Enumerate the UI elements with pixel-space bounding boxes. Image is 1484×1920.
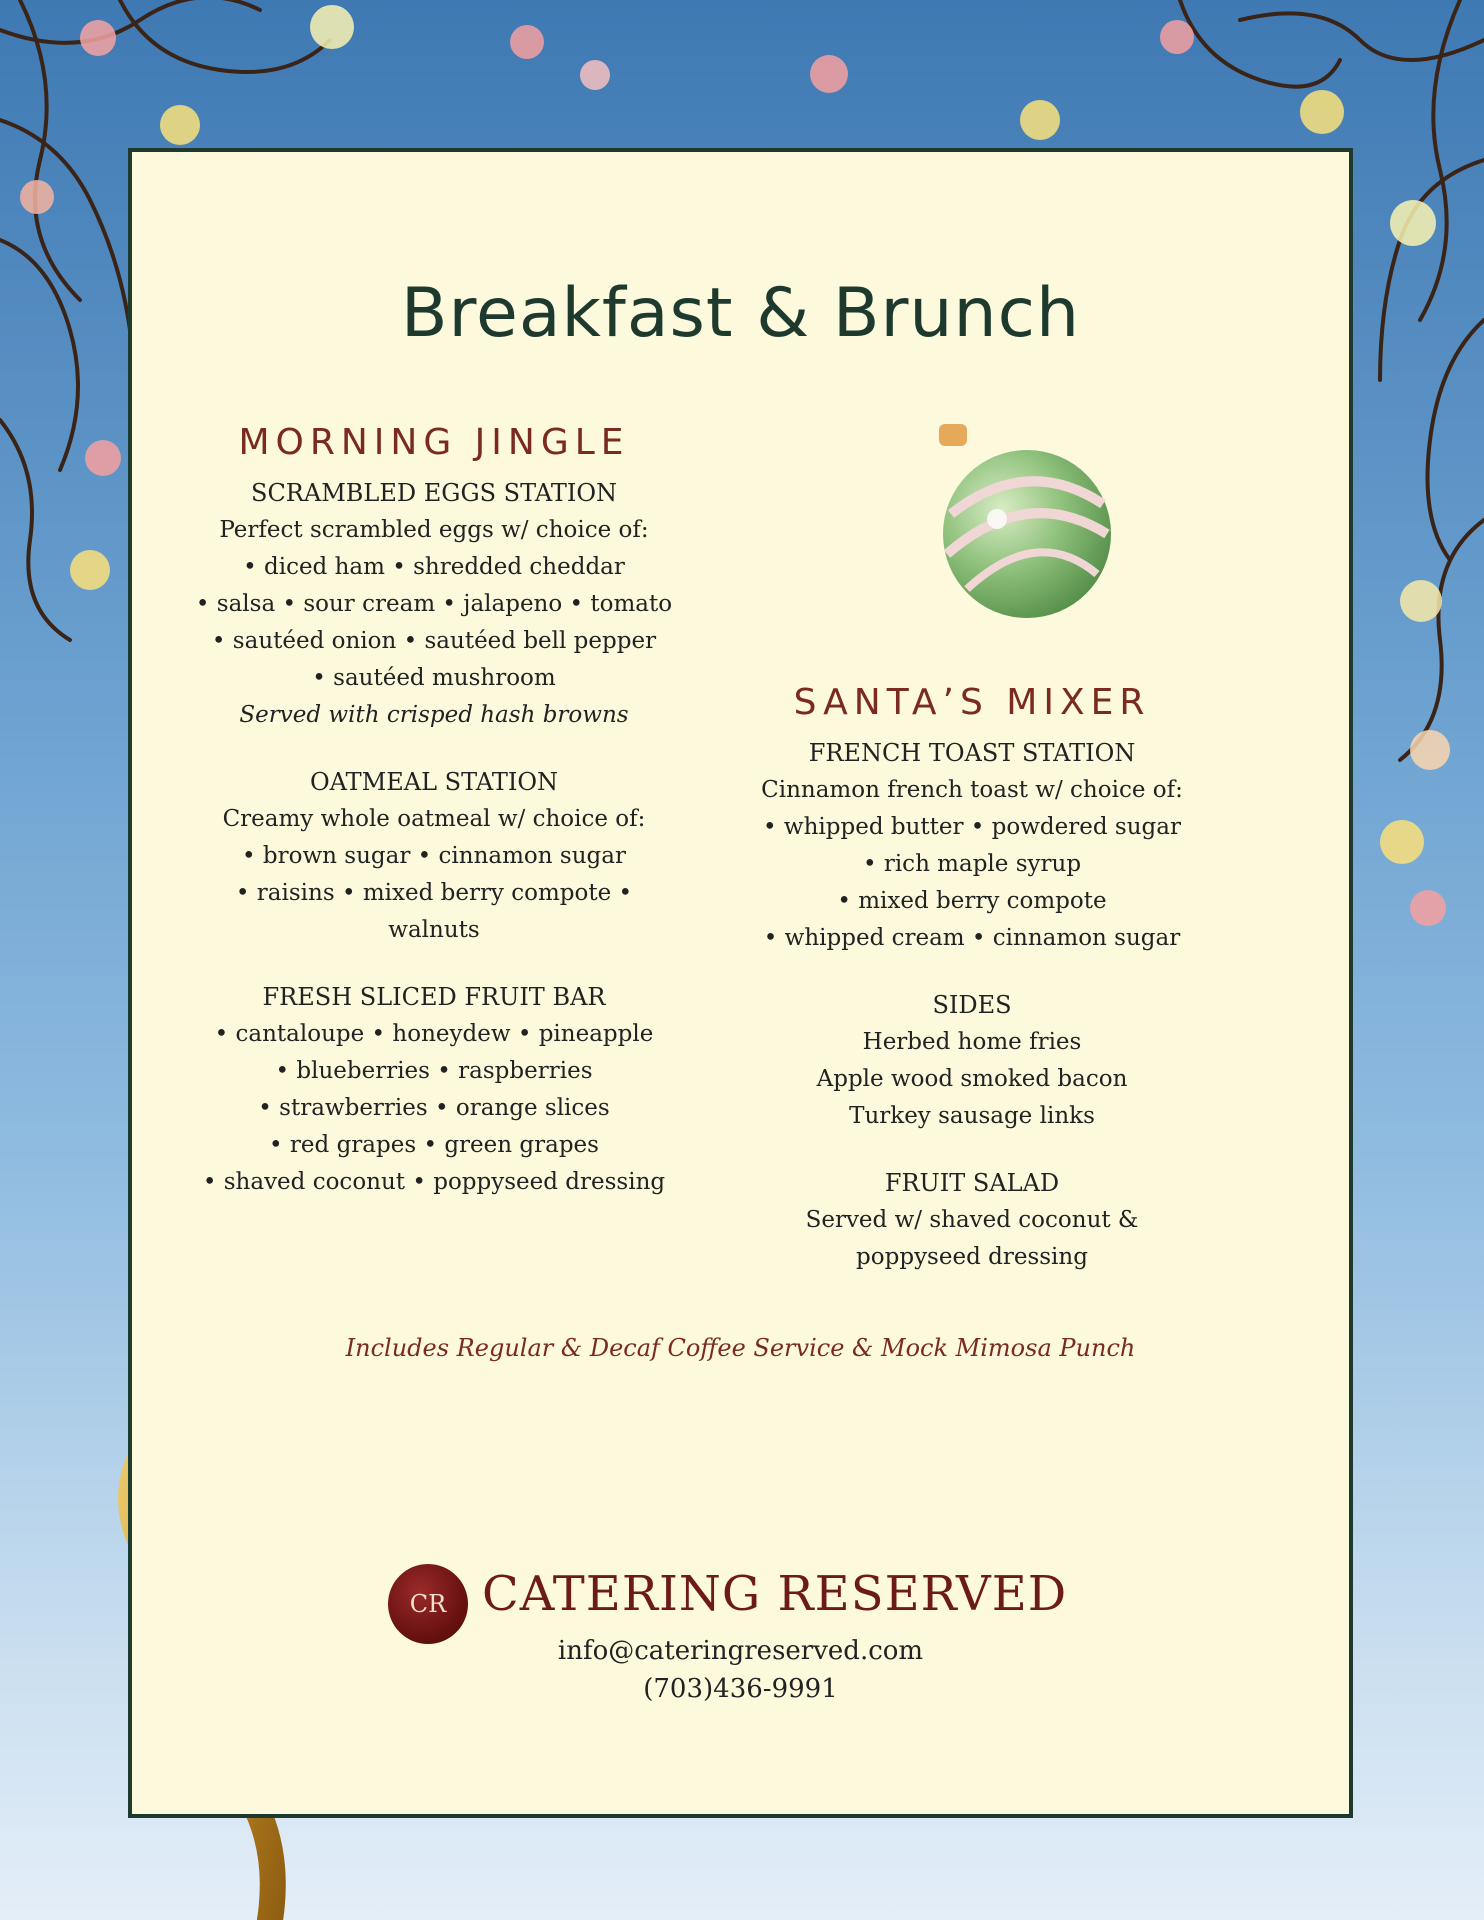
bokeh-light	[1400, 580, 1442, 622]
station-title: FRESH SLICED FRUIT BAR	[262, 983, 606, 1011]
bokeh-light	[1410, 730, 1450, 770]
bokeh-light	[1160, 20, 1194, 54]
bokeh-light	[1380, 820, 1424, 864]
section-heading-santas-mixer: SANTA’S MIXER	[793, 682, 1151, 723]
menu-line: poppyseed dressing	[856, 1244, 1088, 1270]
bokeh-light	[1020, 100, 1060, 140]
ornament-icon	[917, 414, 1137, 634]
contact-email[interactable]: info@cateringreserved.com	[557, 1636, 924, 1666]
menu-line: Apple wood smoked bacon	[816, 1066, 1128, 1092]
bokeh-light	[510, 25, 544, 59]
station-fruit-salad	[752, 1165, 1192, 1276]
seal-icon: CR	[388, 1564, 468, 1644]
bokeh-light	[1300, 90, 1344, 134]
catering-logo	[388, 1562, 1108, 1632]
station-title: FRENCH TOAST STATION	[808, 739, 1136, 767]
bokeh-light	[160, 105, 200, 145]
station-title: FRUIT SALAD	[884, 1169, 1060, 1197]
menu-line: • sautéed onion • sautéed bell pepper	[211, 628, 657, 654]
section-heading-morning-jingle: MORNING JINGLE	[238, 422, 630, 463]
bokeh-light	[85, 440, 121, 476]
station-note: Served with crisped hash browns	[239, 702, 629, 728]
station-scrambled-eggs	[194, 475, 674, 734]
menu-line: • brown sugar • cinnamon sugar	[242, 843, 626, 869]
station-title: OATMEAL STATION	[309, 768, 558, 796]
bokeh-light	[1390, 200, 1436, 246]
menu-line: • red grapes • green grapes	[269, 1132, 599, 1158]
bokeh-light	[80, 20, 116, 56]
menu-line: Served w/ shaved coconut &	[805, 1207, 1139, 1233]
menu-line: • rich maple syrup	[862, 851, 1082, 877]
menu-line: Perfect scrambled eggs w/ choice of:	[219, 517, 649, 543]
menu-line: • cantaloupe • honeydew • pineapple	[214, 1021, 654, 1047]
page-title: Breakfast & Brunch	[400, 274, 1081, 353]
menu-line: • blueberries • raspberries	[275, 1058, 593, 1084]
bokeh-light	[310, 5, 354, 49]
station-fruit-bar	[194, 979, 674, 1201]
menu-line: • mixed berry compote	[837, 888, 1107, 914]
includes-note: Includes Regular & Decaf Coffee Service & Mock Mimosa Punch	[345, 1334, 1136, 1362]
menu-line: • strawberries • orange slices	[258, 1095, 610, 1121]
bokeh-light	[810, 55, 848, 93]
bokeh-light	[580, 60, 610, 90]
menu-line: Herbed home fries	[862, 1029, 1082, 1055]
bokeh-light	[1410, 890, 1446, 926]
menu-line: • salsa • sour cream • jalapeno • tomato	[195, 591, 673, 617]
left-column	[194, 422, 674, 1231]
menu-panel	[128, 148, 1353, 1818]
bokeh-light	[20, 180, 54, 214]
menu-line: • shaved coconut • poppyseed dressing	[202, 1169, 666, 1195]
contact-info	[132, 1632, 1349, 1708]
right-column	[752, 682, 1192, 1306]
station-title: SCRAMBLED EGGS STATION	[251, 479, 617, 507]
station-french-toast	[752, 735, 1192, 957]
station-sides	[752, 987, 1192, 1135]
menu-line: • diced ham • shredded cheddar	[243, 554, 625, 580]
station-title: SIDES	[932, 991, 1012, 1019]
menu-line: • raisins • mixed berry compote • walnuts	[235, 880, 633, 943]
menu-line: Cinnamon french toast w/ choice of:	[761, 777, 1183, 803]
contact-phone[interactable]: (703)436-9991	[643, 1674, 838, 1704]
menu-line: • whipped butter • powdered sugar	[763, 814, 1181, 840]
menu-line: Turkey sausage links	[849, 1103, 1095, 1129]
menu-line: Creamy whole oatmeal w/ choice of:	[222, 806, 646, 832]
bokeh-light	[70, 550, 110, 590]
station-oatmeal	[194, 764, 674, 949]
menu-line: • whipped cream • cinnamon sugar	[763, 925, 1181, 951]
menu-line: • sautéed mushroom	[312, 665, 556, 691]
brand-name: CATERING RESERVED	[482, 1566, 1068, 1622]
